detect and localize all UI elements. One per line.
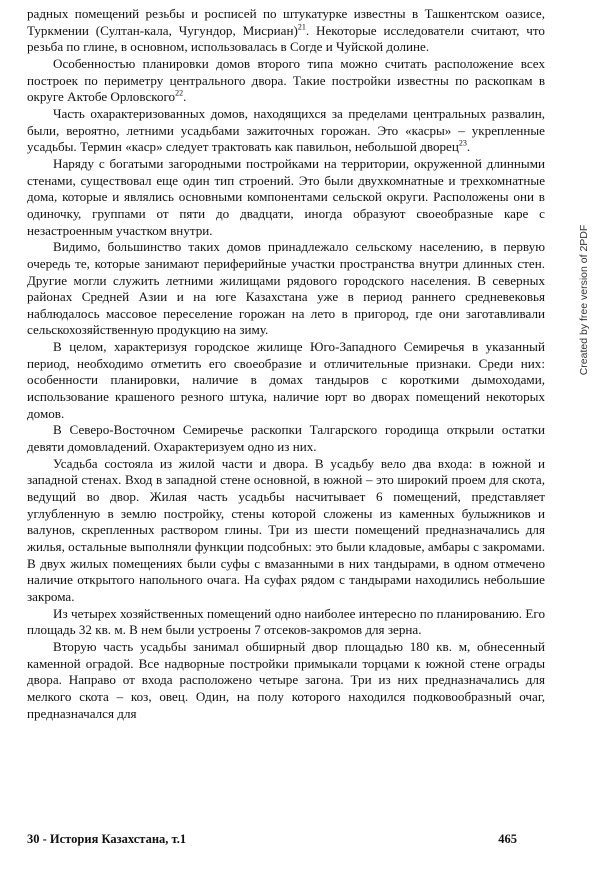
page-text <box>27 6 545 722</box>
footnote-ref-21: 21 <box>297 22 306 32</box>
paragraph-4: Наряду с богатыми загородными постройками на территории, окруженной длинными стенами, существовал еще один тип строений. Это были двухкомнатные и трехкомнатные дома, которые и являлись основными компонентами сельской округи. Расположены они в одиночку, группами от пяти до двадцати, иногда образуют своеобразные каре с незастроенным участком внутри. <box>27 155 545 238</box>
paragraph-8: Усадьба состояла из жилой части и двора. В усадьбу вело два входа: в южной и западной стенах. Вход в западной стене основной, в южной – это широкий проем для скота, ведущий во двор. Жилая часть усадьбы насчитывает 6 помещений, представляет углубленную в землю постройку, стены которой сложены из каменных булыжников и валунов, скрепленных раствором глины. Три из шести помещений предназначались для жилья, остальные выполняли функции подсобных: это были кладовые, амбары с закромами. В двух жилых помещениях были суфы с вмазанными в них тандырами, в одном отмечено наличие открытого напольного очага. На суфах рядом с тандырами находились небольшие закрома. <box>27 455 545 604</box>
paragraph-9: Из четырех хозяйственных помещений одно наиболее интересно по планированию. Его площадь 32 кв. м. В нем были устроены 7 отсеков-закромов для зерна. <box>27 605 545 638</box>
paragraph-2-text: Особенностью планировки домов второго типа можно считать расположение всех построек по периметру центрального двора. Такие постройки известны по раскопкам в округе Актобе Орловского <box>27 55 545 105</box>
paragraph-2-tail: . <box>183 89 187 105</box>
paragraph-1-tail: . Некоторые исследователи считают, что резьба по глине, в основном, использовалась в Согде и Чуйской долине. <box>27 22 545 55</box>
running-footer-title: 30 - История Казахстана, т.1 <box>27 832 187 846</box>
paragraph-1 <box>27 6 545 56</box>
paragraph-3 <box>27 106 545 156</box>
footnote-ref-23: 23 <box>458 138 467 148</box>
watermark-text: Created by free version of 2PDF <box>578 224 590 376</box>
paragraph-2 <box>27 56 545 106</box>
page-number: 465 <box>498 832 517 846</box>
paragraph-1-text: радных помещений резьбы и росписей по штукатурке известны в Ташкентском оазисе, Туркмении (Султан-кала, Чугундор, Мисриан) <box>27 6 545 38</box>
paragraph-5: Видимо, большинство таких домов принадлежало сельскому населению, в первую очередь те, которые занимают периферийные участки пространства внутри длинных стен. Другие могли служить летними жилищами рядового городского населения. В северных районах Средней Азии и на юге Казахстана уже в период раннего средневековья наблюдалось массовое переселение горожан на лето в пригород, где они заготавливали сельскохозяйственную продукцию на зиму. <box>27 239 545 338</box>
paragraph-3-tail: . <box>466 139 471 155</box>
paragraph-10: Вторую часть усадьбы занимал обширный двор площадью 180 кв. м, обнесенный каменной оградой. Все надворные постройки примыкали торцами к южной стене ограды двора. Направо от входа расположено четыре загона. Три из них предназначались для мелкого скота – коз, овец. Один, на полу которого находился подковообразный очаг, предназначался для <box>27 638 545 721</box>
paragraph-6: В целом, характеризуя городское жилище Юго-Западного Семиречья в указанный период, необходимо отметить его своеобразие и отличительные признаки. Среди них: особенности планировки, наличие в домах тандыров с короткими дымоходами, использование крашеного резного штука, наличие юрт во дворах помещений некоторых домов. <box>27 339 545 421</box>
paragraph-3-text: Часть охарактеризованных домов, находящихся за пределами центральных развалин, были, вероятно, летними усадьбами зажиточных горожан. Это «касры» – укрепленные усадьбы. Термин «каср» следует трактовать как павильон, небольшой дворец <box>27 105 545 155</box>
paragraph-7: В Северо-Восточном Семиречье раскопки Талгарского городища открыли остатки девяти домовладений. Охарактеризуем одно из них. <box>27 422 545 455</box>
footnote-ref-22: 22 <box>175 88 184 98</box>
